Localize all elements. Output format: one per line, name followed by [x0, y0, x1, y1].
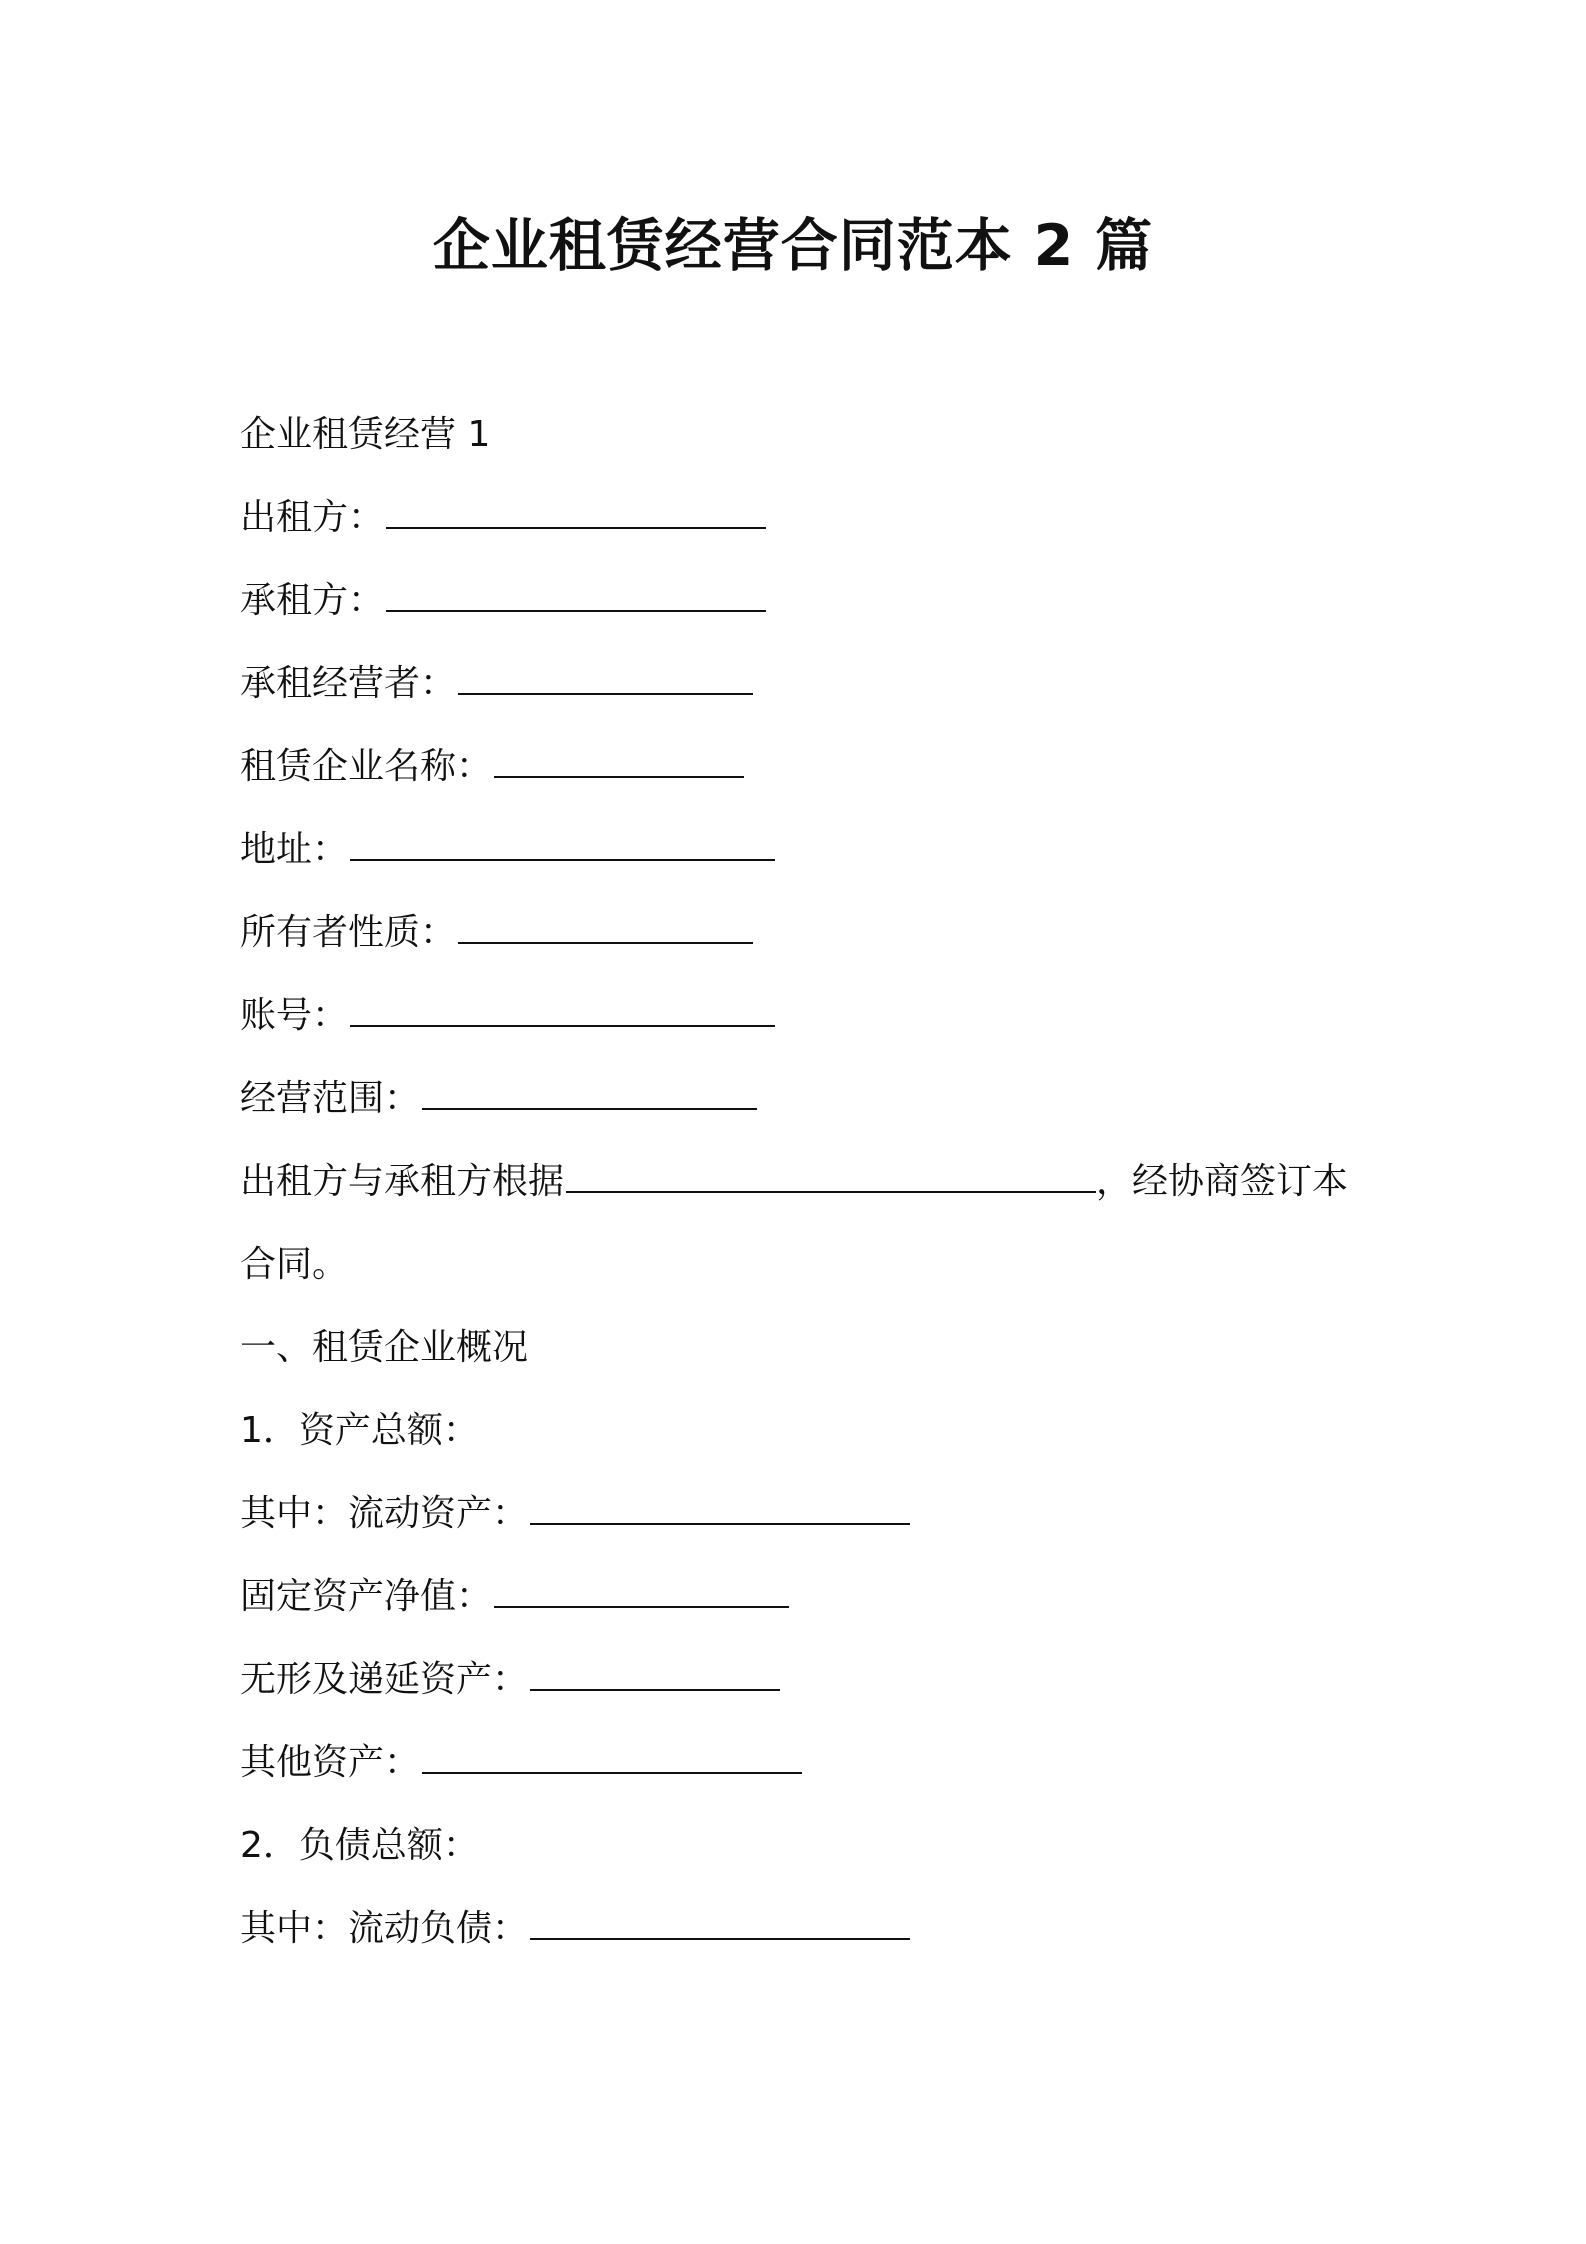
address-blank [350, 831, 775, 861]
lessee-blank [386, 582, 766, 612]
agreement-line [240, 1147, 1360, 1230]
current-liabilities-label: 其中：流动负债： [240, 1908, 529, 1949]
business-scope-line [240, 1064, 1360, 1147]
intangible-assets-blank [530, 1661, 780, 1691]
operator-label: 承租经营者： [240, 663, 457, 704]
business-scope-label: 经营范围： [240, 1078, 421, 1119]
ownership-nature-line [240, 898, 1360, 981]
lessee-line [240, 566, 1360, 649]
document-body [240, 400, 1360, 1977]
agreement-blank [566, 1163, 1096, 1193]
enterprise-name-label: 租赁企业名称： [240, 746, 493, 787]
item-1-heading: 1．资产总额： [240, 1410, 479, 1451]
fixed-assets-label: 固定资产净值： [240, 1576, 493, 1617]
address-label: 地址： [240, 829, 349, 870]
agreement-suffix: ，经协商签订本 [1096, 1161, 1349, 1202]
account-blank [350, 997, 775, 1027]
current-assets-label: 其中：流动资产： [240, 1493, 529, 1534]
chapter-heading: 一、租赁企业概况 [240, 1327, 529, 1368]
agreement-prefix: 出租方与承租方根据 [240, 1161, 565, 1202]
fixed-assets-line [240, 1562, 1360, 1645]
lessor-label: 出租方： [240, 497, 385, 538]
account-line [240, 981, 1360, 1064]
other-assets-blank [422, 1744, 802, 1774]
ownership-nature-blank [458, 914, 753, 944]
lessee-label: 承租方： [240, 580, 385, 621]
intangible-assets-label: 无形及递延资产： [240, 1659, 529, 1700]
section-title: 企业租赁经营 1 [240, 414, 491, 455]
current-assets-blank [530, 1495, 910, 1525]
business-scope-blank [422, 1080, 757, 1110]
current-liabilities-line [240, 1894, 1360, 1977]
other-assets-label: 其他资产： [240, 1742, 421, 1783]
operator-blank [458, 665, 753, 695]
other-assets-line [240, 1728, 1360, 1811]
current-liabilities-blank [530, 1910, 910, 1940]
agreement-continuation: 合同。 [240, 1244, 349, 1285]
intangible-assets-line [240, 1645, 1360, 1728]
document-title: 企业租赁经营合同范本 2 篇 [432, 213, 1154, 279]
operator-line [240, 649, 1360, 732]
fixed-assets-blank [494, 1578, 789, 1608]
lessor-blank [386, 499, 766, 529]
enterprise-name-line [240, 732, 1360, 815]
current-assets-line [240, 1479, 1360, 1562]
lessor-line [240, 483, 1360, 566]
ownership-nature-label: 所有者性质： [240, 912, 457, 953]
item-2-heading: 2．负债总额： [240, 1825, 479, 1866]
enterprise-name-blank [494, 748, 744, 778]
address-line [240, 815, 1360, 898]
account-label: 账号： [240, 995, 349, 1036]
